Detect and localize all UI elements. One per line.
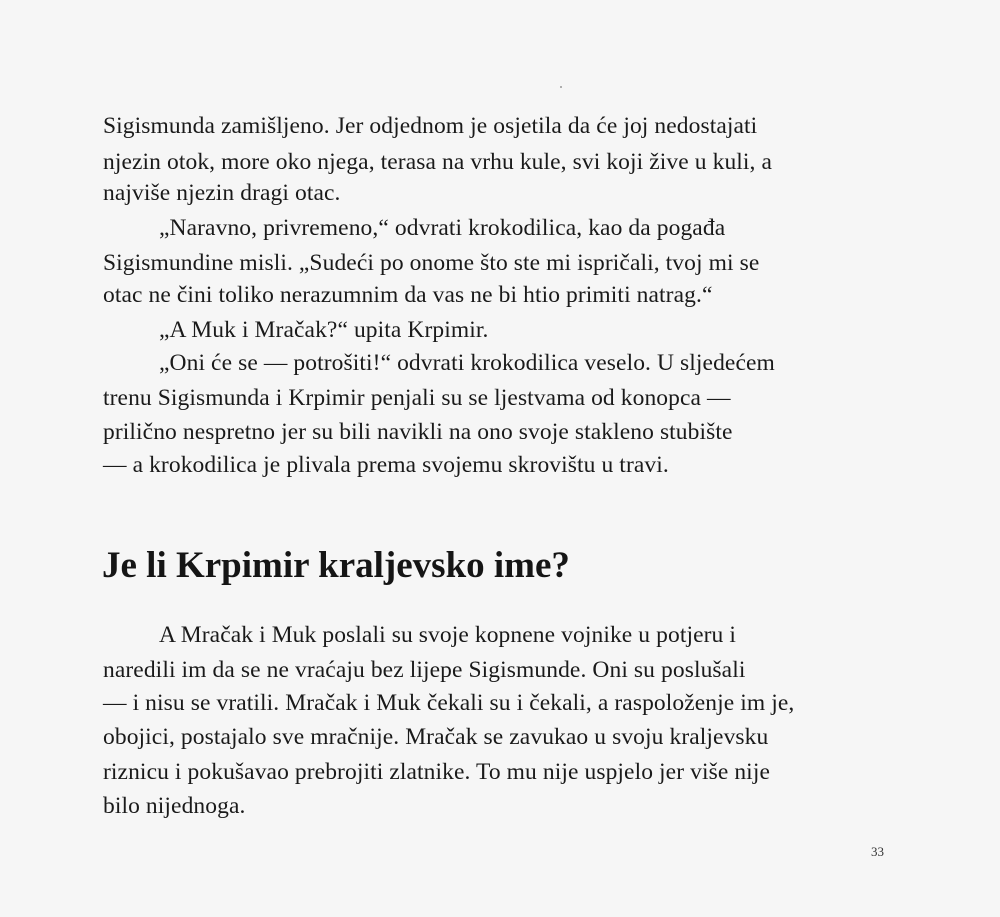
text-line: otac ne čini toliko nerazumnim da vas ne bi htio primiti natrag.“ xyxy=(103,282,713,308)
page-number: 33 xyxy=(871,844,884,859)
text-line: „A Muk i Mračak?“ upita Krpimir. xyxy=(159,317,489,343)
text-line: — i nisu se vratili. Mračak i Muk čekali su i čekali, a raspoloženje im je, xyxy=(103,690,795,716)
text-line: prilično nespretno jer su bili navikli na ono svoje stakleno stubište xyxy=(103,419,733,445)
text-line: naredili im da se ne vraćaju bez lijepe Sigismunde. Oni su poslušali xyxy=(103,657,746,683)
text-line: „Oni će se — potrošiti!“ odvrati krokodilica veselo. U sljedećem xyxy=(159,350,775,376)
text-line: „Naravno, privremeno,“ odvrati krokodilica, kao da pogađa xyxy=(159,215,726,241)
section-heading: Je li Krpimir kraljevsko ime? xyxy=(102,545,570,586)
text-line: — a krokodilica je plivala prema svojemu skrovištu u travi. xyxy=(103,452,669,478)
text-line: Sigismunda zamišljeno. Jer odjednom je osjetila da će joj nedostajati xyxy=(103,113,758,139)
text-line: bilo nijednoga. xyxy=(103,793,246,819)
text-line: riznicu i pokušavao prebrojiti zlatnike. To mu nije uspjelo jer više nije xyxy=(103,759,770,785)
text-line: obojici, postajalo sve mračnije. Mračak se zavukao u svoju kraljevsku xyxy=(103,724,769,750)
text-line: A Mračak i Muk poslali su svoje kopnene vojnike u potjeru i xyxy=(159,622,736,648)
text-line: Sigismundine misli. „Sudeći po onome što ste mi ispričali, tvoj mi se xyxy=(103,250,760,276)
text-line: najviše njezin dragi otac. xyxy=(103,180,341,206)
text-line: njezin otok, more oko njega, terasa na vrhu kule, svi koji žive u kuli, a xyxy=(103,149,773,175)
text-line: trenu Sigismunda i Krpimir penjali su se ljestvama od konopca — xyxy=(103,385,731,411)
ink-speck xyxy=(560,86,562,88)
